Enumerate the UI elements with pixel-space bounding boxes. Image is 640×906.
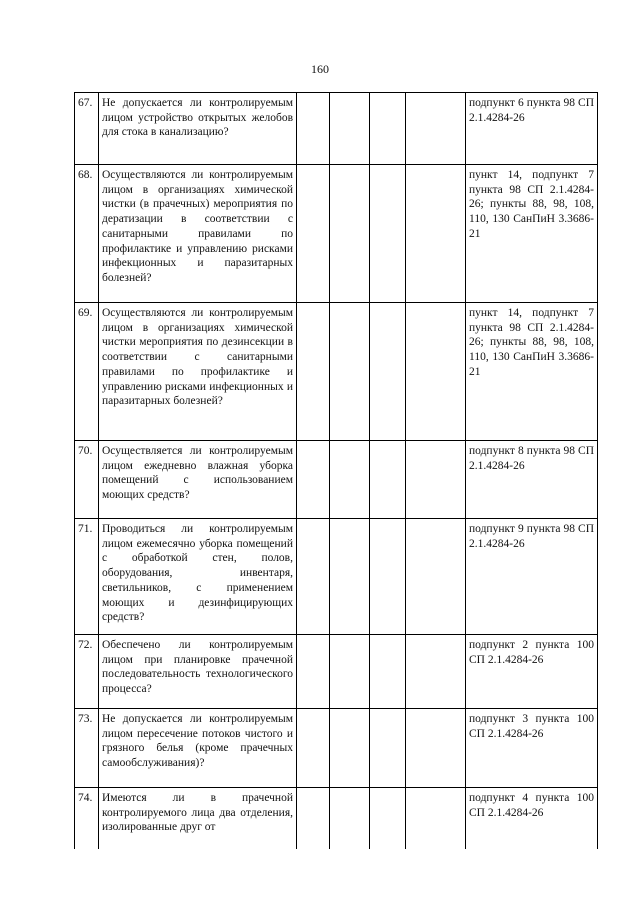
notes-cell [406,709,466,788]
table-row [75,519,598,635]
table-row [75,441,598,519]
notes-cell [406,635,466,709]
answer-na-cell [370,788,406,850]
reference-cell: подпункт 4 пункта 100 СП 2.1.4284-26 [466,788,598,850]
notes-cell [406,165,466,303]
answer-na-cell [370,441,406,519]
answer-no-cell [330,93,370,165]
table-row [75,709,598,788]
answer-yes-cell [297,635,330,709]
table-row [75,165,598,303]
row-number: 70. [75,441,99,519]
notes-cell [406,788,466,850]
row-number: 68. [75,165,99,303]
reference-cell: пункт 14, подпункт 7 пункта 98 СП 2.1.4284-26; пункты 88, 98, 108, 110, 130 СанПиН 3.3686-21 [466,165,598,303]
answer-yes-cell [297,93,330,165]
answer-no-cell [330,303,370,441]
answer-no-cell [330,709,370,788]
answer-no-cell [330,519,370,635]
question-cell: Не допускается ли контролируемым лицом устройство открытых желобов для стока в канализацию? [99,93,297,165]
answer-no-cell [330,441,370,519]
row-number: 71. [75,519,99,635]
reference-cell: подпункт 2 пункта 100 СП 2.1.4284-26 [466,635,598,709]
answer-yes-cell [297,519,330,635]
question-cell: Осуществляются ли контролируемым лицом в организациях химической чистки (в прачечных) мероприятия по дератизации в соответствии с санитарными правилами по профилактике и управлению рисками инфекционных и паразитарных болезней? [99,165,297,303]
reference-cell: подпункт 9 пункта 98 СП 2.1.4284-26 [466,519,598,635]
answer-na-cell [370,93,406,165]
notes-cell [406,93,466,165]
row-number: 74. [75,788,99,850]
answer-na-cell [370,709,406,788]
reference-cell: подпункт 6 пункта 98 СП 2.1.4284-26 [466,93,598,165]
table-row [75,303,598,441]
answer-na-cell [370,519,406,635]
notes-cell [406,519,466,635]
page-number: 160 [311,62,329,76]
answer-na-cell [370,635,406,709]
answer-no-cell [330,788,370,850]
question-cell: Имеются ли в прачечной контролируемого лица два отделения, изолированные друг от [99,788,297,850]
answer-yes-cell [297,788,330,850]
table-row [75,93,598,165]
row-number: 69. [75,303,99,441]
table-row [75,635,598,709]
answer-no-cell [330,165,370,303]
row-number: 73. [75,709,99,788]
question-cell: Обеспечено ли контролируемым лицом при планировке прачечной последовательность технологического процесса? [99,635,297,709]
question-cell: Проводиться ли контролируемым лицом ежемесячно уборка помещений с обработкой стен, полов, оборудования, инвентаря, светильников, с применением моющих и дезинфицирующих средств? [99,519,297,635]
notes-cell [406,441,466,519]
answer-yes-cell [297,709,330,788]
question-cell: Осуществляется ли контролируемым лицом ежедневно влажная уборка помещений с использованием моющих средств? [99,441,297,519]
reference-cell: пункт 14, подпункт 7 пункта 98 СП 2.1.4284-26; пункты 88, 98, 108, 110, 130 СанПиН 3.3686-21 [466,303,598,441]
answer-yes-cell [297,165,330,303]
answer-na-cell [370,165,406,303]
table-row [75,788,598,850]
question-cell: Не допускается ли контролируемым лицом пересечение потоков чистого и грязного белья (кроме прачечных самообслуживания)? [99,709,297,788]
reference-cell: подпункт 3 пункта 100 СП 2.1.4284-26 [466,709,598,788]
checklist-table [74,92,598,849]
answer-yes-cell [297,303,330,441]
answer-yes-cell [297,441,330,519]
row-number: 67. [75,93,99,165]
question-cell: Осуществляются ли контролируемым лицом в организациях химической чистки мероприятия по дезинсекции в соответствии с санитарными правилами по профилактике и управлению рисками инфекционных и паразитарных болезней? [99,303,297,441]
row-number: 72. [75,635,99,709]
reference-cell: подпункт 8 пункта 98 СП 2.1.4284-26 [466,441,598,519]
answer-na-cell [370,303,406,441]
answer-no-cell [330,635,370,709]
notes-cell [406,303,466,441]
